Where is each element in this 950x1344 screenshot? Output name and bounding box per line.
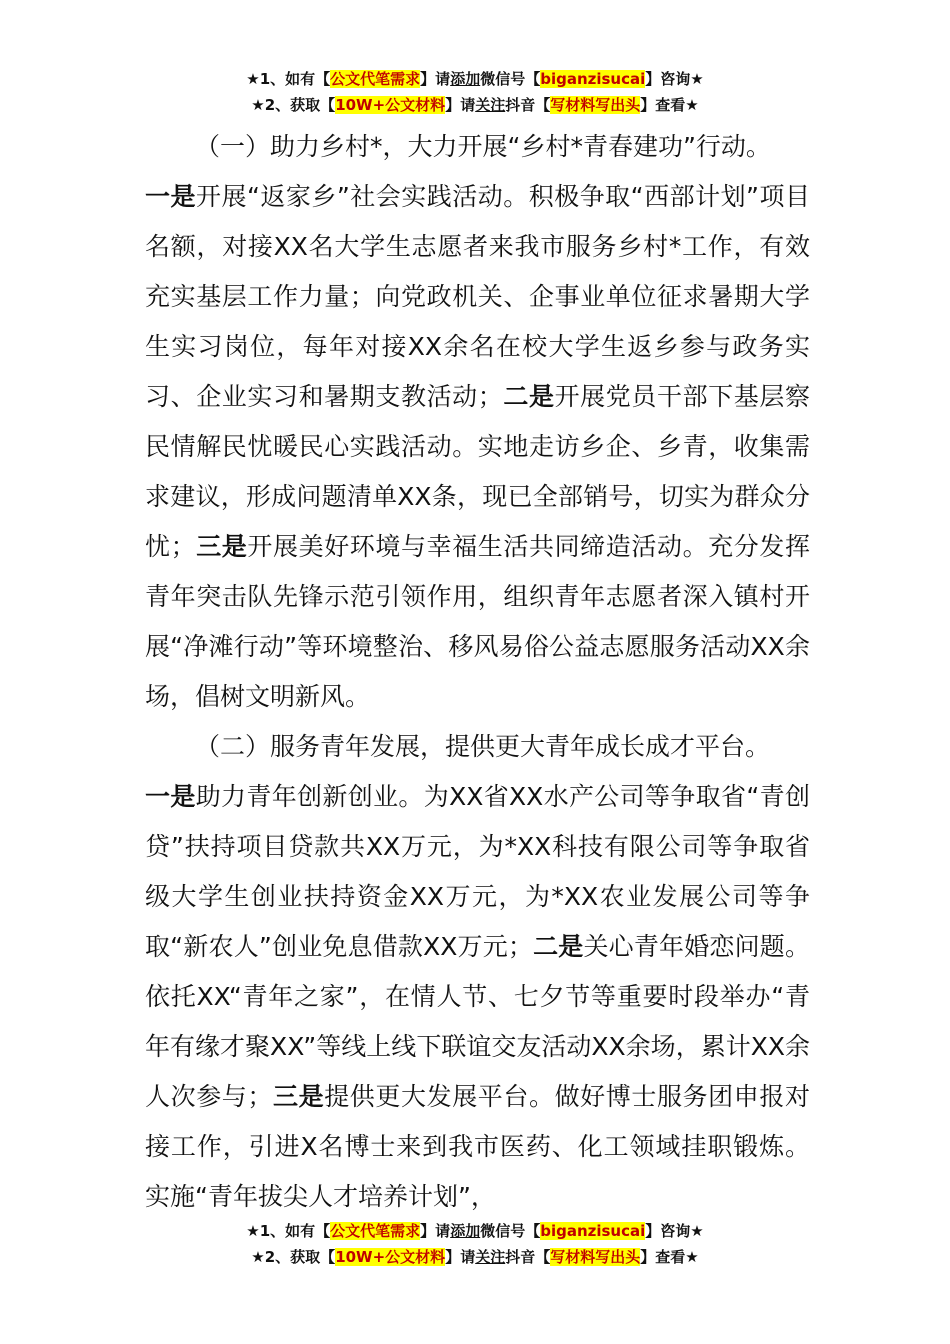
highlight-wechat-id: biganzisucai <box>540 1222 646 1240</box>
highlight-wechat-id: biganzisucai <box>540 70 646 88</box>
paragraph-text: 助力青年创新创业。为XX省XX水产公司等争取省“青创贷”扶持项目贷款共XX万元，为*XX科技有限公司等争取省级大学生创业扶持资金XX万元，为*XX农业发展公司等争取“新农人”创业免息借款XX万元； <box>145 782 810 961</box>
highlight-materials: 10W+公文材料 <box>335 1248 446 1266</box>
paragraph-text: 开展美好环境与幸福生活共同缔造活动。充分发挥青年突击队先锋示范引领作用，组织青年志愿者深入镇村开展“净滩行动”等环境整治、移风易俗公益志愿服务活动XX余场，倡树文明新风。 <box>145 532 810 711</box>
promo-text: ★1、如有【 <box>246 70 331 88</box>
underlined-text: 添加 <box>450 70 481 88</box>
underlined-text: 添加 <box>450 1222 481 1240</box>
section-heading-1: （一）助力乡村*，大力开展“乡村*青春建功”行动。 <box>195 132 771 161</box>
promo-text: 】请 <box>420 70 451 88</box>
promo-text: 】查看★ <box>640 96 699 114</box>
highlight-materials: 10W+公文材料 <box>335 96 446 114</box>
section-heading-2: （二）服务青年发展，提供更大青年成长成才平台。 <box>195 732 771 761</box>
promo-text: ★1、如有【 <box>246 1222 331 1240</box>
promo-line-2 <box>0 1244 950 1270</box>
paragraph-2 <box>145 772 810 1222</box>
highlight-service: 公文代笔需求 <box>330 70 421 88</box>
promo-line-1 <box>0 1218 950 1244</box>
promo-text: 抖音【 <box>505 96 551 114</box>
bold-lead: 一是 <box>145 782 196 811</box>
promo-text: 】请 <box>445 1248 476 1266</box>
promo-text: 】请 <box>445 96 476 114</box>
bold-lead: 三是 <box>272 1082 325 1111</box>
promo-text: ★2、获取【 <box>251 96 336 114</box>
paragraph-text: 开展“返家乡”社会实践活动。积极争取“西部计划”项目名额，对接XX名大学生志愿者来我市服务乡村*工作，有效充实基层工作力量；向党政机关、企事业单位征求暑期大学生实习岗位，每年对接XX余名在校大学生返乡参与政务实习、企业实习和暑期支教活动； <box>145 182 810 411</box>
bold-lead: 二是 <box>502 382 555 411</box>
paragraph-text: 开展党员干部下基层察民情解民忧暖民心实践活动。实地走访乡企、乡青，收集需求建议，形成问题清单XX条，现已全部销号，切实为群众分忧； <box>145 382 810 561</box>
highlight-service: 公文代笔需求 <box>330 1222 421 1240</box>
promo-text: 】咨询★ <box>645 70 704 88</box>
promo-text: 微信号【 <box>480 70 541 88</box>
promo-line-1 <box>0 66 950 92</box>
promo-text: 抖音【 <box>505 1248 551 1266</box>
promo-text: ★2、获取【 <box>251 1248 336 1266</box>
bold-lead: 二是 <box>532 932 584 961</box>
document-body <box>145 122 810 1222</box>
promo-text: 微信号【 <box>480 1222 541 1240</box>
promo-text: 】咨询★ <box>645 1222 704 1240</box>
bold-lead: 三是 <box>195 532 248 561</box>
highlight-douyin-id: 写材料写出头 <box>550 1248 641 1266</box>
highlight-douyin-id: 写材料写出头 <box>550 96 641 114</box>
bold-lead: 一是 <box>145 182 196 211</box>
paragraph-text: 提供更大发展平台。做好博士服务团申报对接工作，引进X名博士来到我市医药、化工领域挂职锻炼。实施“青年拔尖人才培养计划”， <box>145 1082 810 1211</box>
promo-text: 】查看★ <box>640 1248 699 1266</box>
footer-promo-banner <box>0 1218 950 1270</box>
header-promo-banner <box>0 66 950 118</box>
promo-text: 】请 <box>420 1222 451 1240</box>
promo-line-2 <box>0 92 950 118</box>
paragraph-1 <box>145 172 810 722</box>
underlined-text: 关注 <box>475 96 506 114</box>
paragraph-text: 关心青年婚恋问题。依托XX“青年之家”，在情人节、七夕节等重要时段举办“青年有缘才聚XX”等线上线下联谊交友活动XX余场，累计XX余人次参与； <box>145 932 810 1111</box>
underlined-text: 关注 <box>475 1248 506 1266</box>
